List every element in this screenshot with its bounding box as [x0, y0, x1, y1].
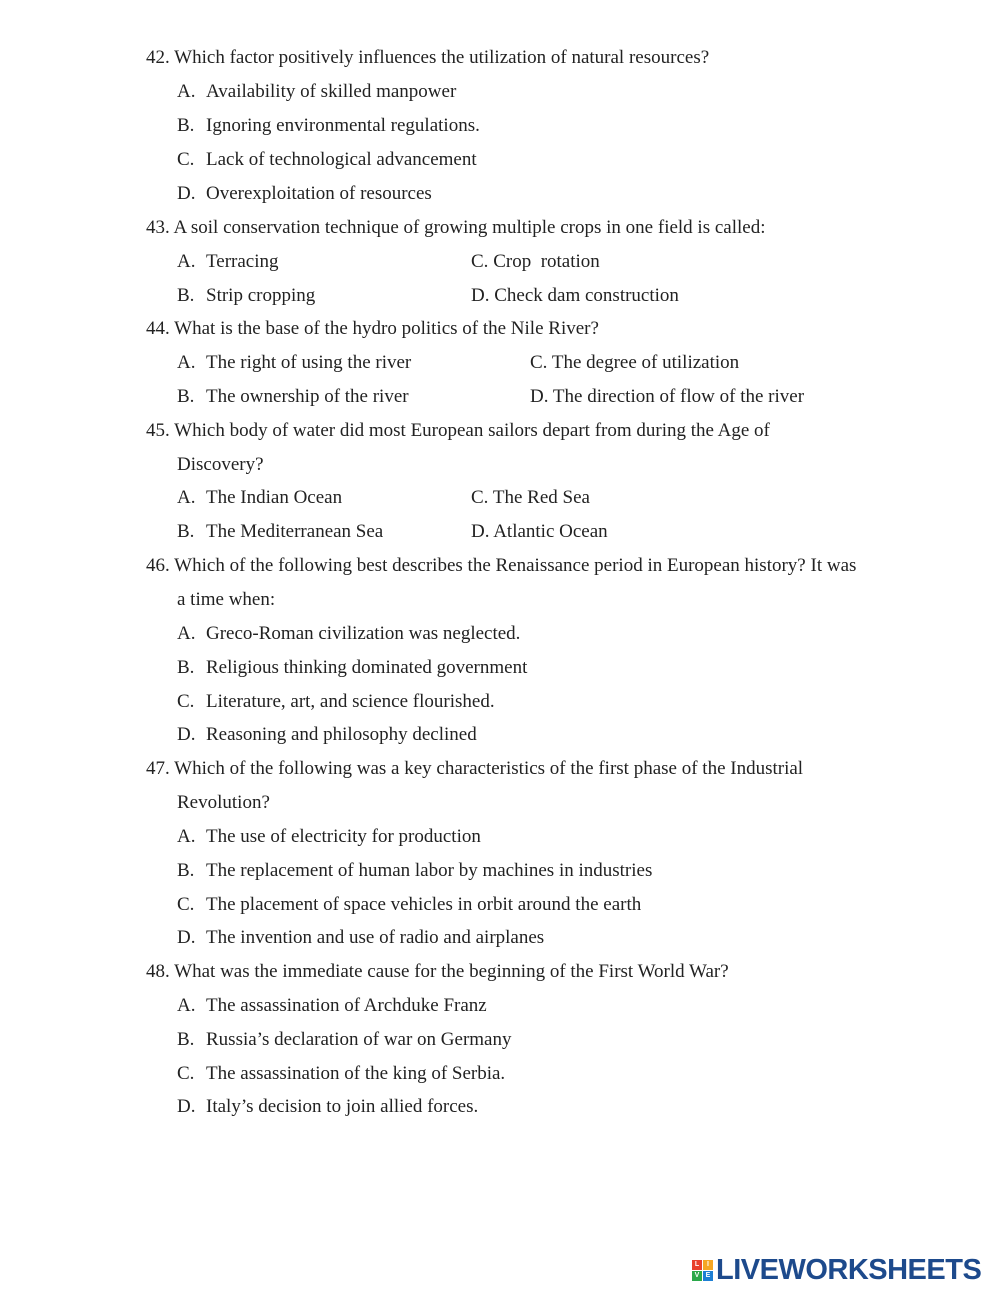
- q45-option-a[interactable]: A. The Indian Ocean: [177, 487, 343, 508]
- q46-option-a[interactable]: A. Greco-Roman civilization was neglected.: [177, 623, 521, 644]
- q42-option-c[interactable]: C. Lack of technological advancement: [177, 149, 477, 170]
- q44-option-a[interactable]: A. The right of using the river: [177, 352, 412, 373]
- q43-option-b[interactable]: B. Strip cropping: [177, 285, 316, 306]
- q43-option-d[interactable]: D. Check dam construction: [471, 285, 679, 306]
- q48-option-d[interactable]: D. Italy’s decision to join allied forces.: [177, 1096, 479, 1117]
- q45-option-c[interactable]: C. The Red Sea: [471, 487, 590, 508]
- q46-option-b[interactable]: B. Religious thinking dominated government: [177, 657, 528, 678]
- q44-option-c[interactable]: C. The degree of utilization: [530, 352, 740, 373]
- q45-option-d[interactable]: D. Atlantic Ocean: [471, 521, 608, 542]
- question-46: 46. Which of the following best describes the Renaissance period in European history? It was: [146, 555, 857, 576]
- q43-option-c[interactable]: C. Crop rotation: [471, 251, 600, 272]
- logo-text: LIVEWORKSHEETS: [716, 1253, 982, 1286]
- q48-option-a[interactable]: A. The assassination of Archduke Franz: [177, 995, 487, 1016]
- question-47: 47. Which of the following was a key characteristics of the first phase of the Industrial: [146, 758, 804, 779]
- q48-option-c[interactable]: C. The assassination of the king of Serbia.: [177, 1063, 506, 1084]
- q44-option-d[interactable]: D. The direction of flow of the river: [530, 386, 805, 407]
- question-48: 48. What was the immediate cause for the beginning of the First World War?: [146, 961, 729, 982]
- q42-option-b[interactable]: B. Ignoring environmental regulations.: [177, 115, 480, 136]
- question-45-continuation: Discovery?: [177, 454, 264, 475]
- question-44: 44. What is the base of the hydro politics of the Nile River?: [146, 318, 599, 339]
- q48-option-b[interactable]: B. Russia’s declaration of war on Germany: [177, 1029, 512, 1050]
- q43-option-a[interactable]: A. Terracing: [177, 251, 279, 272]
- q47-option-a[interactable]: A. The use of electricity for production: [177, 826, 481, 847]
- question-45: 45. Which body of water did most European sailors depart from during the Age of: [146, 420, 770, 441]
- q46-option-c[interactable]: C. Literature, art, and science flourished.: [177, 691, 495, 712]
- logo-mark-v: V: [692, 1271, 702, 1281]
- q46-option-d[interactable]: D. Reasoning and philosophy declined: [177, 724, 477, 745]
- q42-option-d[interactable]: D. Overexploitation of resources: [177, 183, 432, 204]
- question-43: 43. A soil conservation technique of growing multiple crops in one field is called:: [146, 217, 766, 238]
- q45-option-b[interactable]: B. The Mediterranean Sea: [177, 521, 384, 542]
- q42-option-a[interactable]: A. Availability of skilled manpower: [177, 81, 457, 102]
- question-42: 42. Which factor positively influences the utilization of natural resources?: [146, 47, 710, 68]
- logo-mark-l: L: [692, 1260, 702, 1270]
- logo-mark-e: E: [703, 1271, 713, 1281]
- q47-option-d[interactable]: D. The invention and use of radio and airplanes: [177, 927, 545, 948]
- liveworksheets-logo: [692, 1255, 981, 1285]
- logo-mark-icon: [692, 1260, 713, 1281]
- q44-option-b[interactable]: B. The ownership of the river: [177, 386, 409, 407]
- question-46-continuation: a time when:: [177, 589, 276, 610]
- q47-option-b[interactable]: B. The replacement of human labor by machines in industries: [177, 860, 653, 881]
- question-47-continuation: Revolution?: [177, 792, 270, 813]
- q47-option-c[interactable]: C. The placement of space vehicles in orbit around the earth: [177, 894, 642, 915]
- logo-mark-i: I: [703, 1260, 713, 1270]
